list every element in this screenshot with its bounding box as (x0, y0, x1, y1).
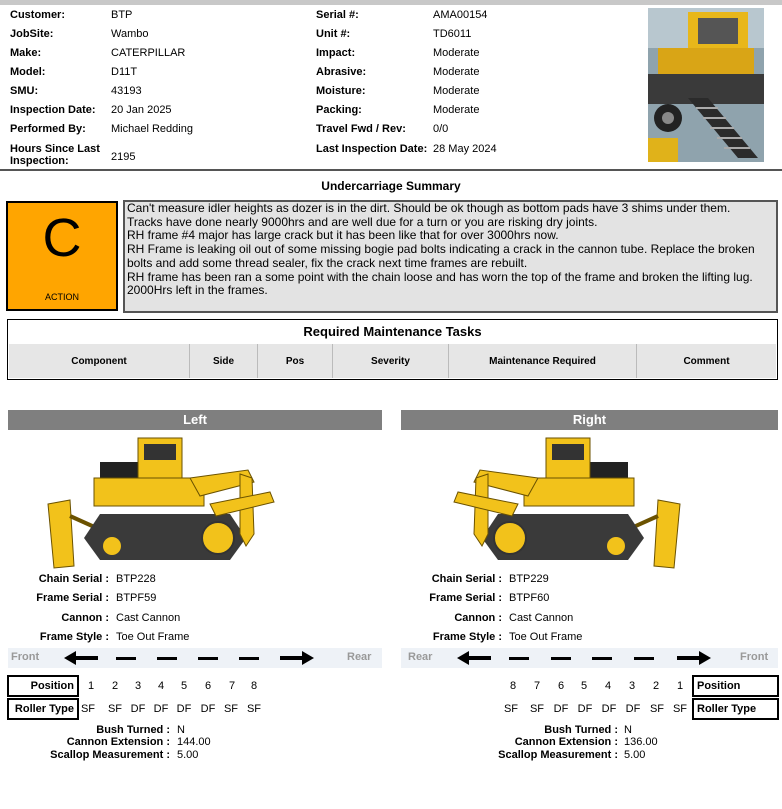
position-cell: 4 (157, 680, 165, 692)
right-dir-end: Front (740, 651, 769, 663)
model-value: D11T (111, 66, 138, 78)
inspection-date-value: 20 Jan 2025 (111, 104, 172, 116)
roller-cell: DF (153, 703, 169, 715)
unit-label: Unit #: (316, 28, 351, 40)
tasks-title: Required Maintenance Tasks (303, 324, 482, 339)
right-bush-label: Bush Turned : (544, 724, 618, 736)
hours-since-label: Hours Since Last Inspection: (10, 143, 100, 167)
right-cannon-label: Cannon : (454, 612, 502, 624)
position-cell: 5 (180, 680, 188, 692)
roller-cell: SF (223, 703, 239, 715)
make-value: CATERPILLAR (111, 47, 186, 59)
roller-cell: SF (107, 703, 123, 715)
performed-by-value: Michael Redding (111, 123, 193, 135)
position-cell: 7 (533, 680, 541, 692)
left-chain-serial-label: Chain Serial : (38, 573, 109, 585)
left-dir-start: Front (11, 651, 40, 663)
arrow-left-icon (64, 651, 98, 665)
right-chain-serial-label: Chain Serial : (431, 573, 502, 585)
left-bush-label: Bush Turned : (96, 724, 170, 736)
position-cell: 8 (509, 680, 517, 692)
col-comment: Comment (683, 355, 730, 367)
dash (198, 657, 218, 660)
last-inspection-value: 28 May 2024 (433, 143, 497, 155)
performed-by-label: Performed By: (10, 123, 86, 135)
position-cell: 6 (557, 680, 565, 692)
roller-cell: DF (130, 703, 146, 715)
roller-cell: DF (553, 703, 569, 715)
position-cell: 7 (228, 680, 236, 692)
left-dir-end: Rear (347, 651, 372, 663)
left-extension-value: 144.00 (177, 736, 211, 748)
position-cell: 1 (676, 680, 684, 692)
left-roller-type-label: Roller Type (7, 698, 79, 720)
right-side-header: Right (401, 410, 778, 430)
summary-title: Undercarriage Summary (321, 179, 461, 193)
dash (509, 657, 529, 660)
right-frame-serial-label: Frame Serial : (429, 592, 502, 604)
right-chain-serial: BTP229 (509, 573, 549, 585)
position-cell: 3 (134, 680, 142, 692)
tasks-header-row (9, 344, 776, 378)
left-frame-serial-label: Frame Serial : (36, 592, 109, 604)
left-scallop-label: Scallop Measurement : (50, 749, 170, 761)
packing-label: Packing: (316, 104, 362, 116)
position-cell: 2 (652, 680, 660, 692)
inspection-date-label: Inspection Date: (10, 104, 96, 116)
serial-label: Serial #: (316, 9, 359, 21)
dash (634, 657, 654, 660)
position-cell: 5 (580, 680, 588, 692)
dash (239, 657, 259, 660)
header-separator (0, 169, 782, 171)
top-rule (0, 0, 782, 5)
left-bush-value: N (177, 724, 185, 736)
dash (116, 657, 136, 660)
grade-label: ACTION (44, 292, 79, 302)
right-frame-style-label: Frame Style : (432, 631, 502, 643)
serial-value: AMA00154 (433, 9, 488, 21)
impact-label: Impact: (316, 47, 356, 59)
col-severity: Severity (333, 344, 449, 378)
grade-letter: C (42, 208, 82, 268)
roller-cell: DF (200, 703, 216, 715)
left-cannon: Cast Cannon (116, 612, 181, 624)
last-inspection-label: Last Inspection Date: (316, 143, 428, 155)
roller-cell: SF (672, 703, 688, 715)
moisture-label: Moisture: (316, 85, 366, 97)
left-position-label: Position (7, 675, 79, 697)
position-cell: 8 (250, 680, 258, 692)
summary-line: RH frame has been ran a some point with the chain loose and has worn the top of the frame and broken the lifting lug. (127, 269, 753, 284)
right-cannon: Cast Cannon (509, 612, 574, 624)
roller-cell: SF (246, 703, 262, 715)
abrasive-label: Abrasive: (316, 66, 367, 78)
col-maintenance: Maintenance Required (449, 344, 637, 378)
right-extension-value: 136.00 (624, 736, 658, 748)
summary-line: Tracks have done nearly 9000hrs and are well due for a turn or you are risking dry joints. (127, 214, 598, 229)
arrow-right-icon (280, 651, 314, 665)
arrow-right-icon (677, 651, 711, 665)
summary-text (123, 200, 778, 313)
customer-value: BTP (111, 9, 133, 21)
left-dozer-illustration (40, 434, 290, 574)
roller-cell: DF (176, 703, 192, 715)
summary-line: RH frame #4 major has large crack but it has been like that for over 3000hrs now. (127, 228, 559, 243)
position-cell: 4 (604, 680, 612, 692)
col-component: Component (9, 344, 190, 378)
summary-line: 2000Hrs left in the frames. (127, 283, 268, 298)
left-frame-style-label: Frame Style : (39, 631, 109, 643)
maintenance-tasks-table (7, 319, 778, 380)
left-scallop-value: 5.00 (177, 749, 199, 761)
smu-label: SMU: (10, 85, 39, 97)
right-dozer-illustration (438, 434, 688, 574)
machine-photo (648, 8, 764, 162)
right-scallop-value: 5.00 (624, 749, 646, 761)
roller-cell: SF (529, 703, 545, 715)
right-position-label: Position (692, 675, 779, 697)
left-frame-serial: BTPF59 (116, 592, 157, 604)
model-label: Model: (10, 66, 46, 78)
roller-cell: SF (649, 703, 665, 715)
left-cannon-label: Cannon : (61, 612, 109, 624)
roller-cell: DF (577, 703, 593, 715)
dash (592, 657, 612, 660)
left-chain-serial: BTP228 (116, 573, 156, 585)
smu-value: 43193 (111, 85, 142, 97)
summary-line: RH Frame is leaking oil out of some missing bogie pad bolts indicating a crack in the cannon tube. Replace the broken bolts and add some thread sealer, fix the crack next time frames are rebuilt. (127, 242, 755, 270)
right-bush-value: N (624, 724, 632, 736)
jobsite-value: Wambo (111, 28, 149, 40)
unit-value: TD6011 (433, 28, 472, 40)
dash (551, 657, 571, 660)
hours-since-value: 2195 (111, 151, 136, 163)
abrasive-value: Moderate (433, 66, 480, 78)
left-extension-label: Cannon Extension : (66, 736, 170, 748)
summary-line: Can't measure idler heights as dozer is in the dirt. Should be ok though as bottom pads have 3 shims under them. (127, 201, 731, 215)
position-cell: 1 (87, 680, 95, 692)
travel-value: 0/0 (433, 123, 449, 135)
roller-cell: SF (503, 703, 519, 715)
jobsite-label: JobSite: (10, 28, 54, 40)
right-frame-serial: BTPF60 (509, 592, 550, 604)
col-pos: Pos (258, 344, 333, 378)
roller-cell: DF (625, 703, 641, 715)
impact-value: Moderate (433, 47, 480, 59)
position-cell: 6 (204, 680, 212, 692)
dash (157, 657, 177, 660)
left-direction-bar (8, 648, 382, 668)
left-frame-style: Toe Out Frame (116, 631, 190, 643)
roller-cell: DF (601, 703, 617, 715)
moisture-value: Moderate (433, 85, 480, 97)
roller-cell: SF (80, 703, 96, 715)
make-label: Make: (10, 47, 42, 59)
grade-badge (6, 201, 118, 311)
travel-label: Travel Fwd / Rev: (316, 123, 406, 135)
packing-value: Moderate (433, 104, 480, 116)
position-cell: 3 (628, 680, 636, 692)
col-side: Side (190, 344, 258, 378)
right-scallop-label: Scallop Measurement : (498, 749, 618, 761)
left-side-header: Left (8, 410, 382, 430)
right-roller-type-label: Roller Type (692, 698, 779, 720)
right-dir-start: Rear (408, 651, 433, 663)
arrow-left-icon (457, 651, 491, 665)
right-extension-label: Cannon Extension : (514, 736, 618, 748)
position-cell: 2 (111, 680, 119, 692)
customer-label: Customer: (10, 9, 66, 21)
right-frame-style: Toe Out Frame (509, 631, 583, 643)
right-direction-bar (401, 648, 778, 668)
